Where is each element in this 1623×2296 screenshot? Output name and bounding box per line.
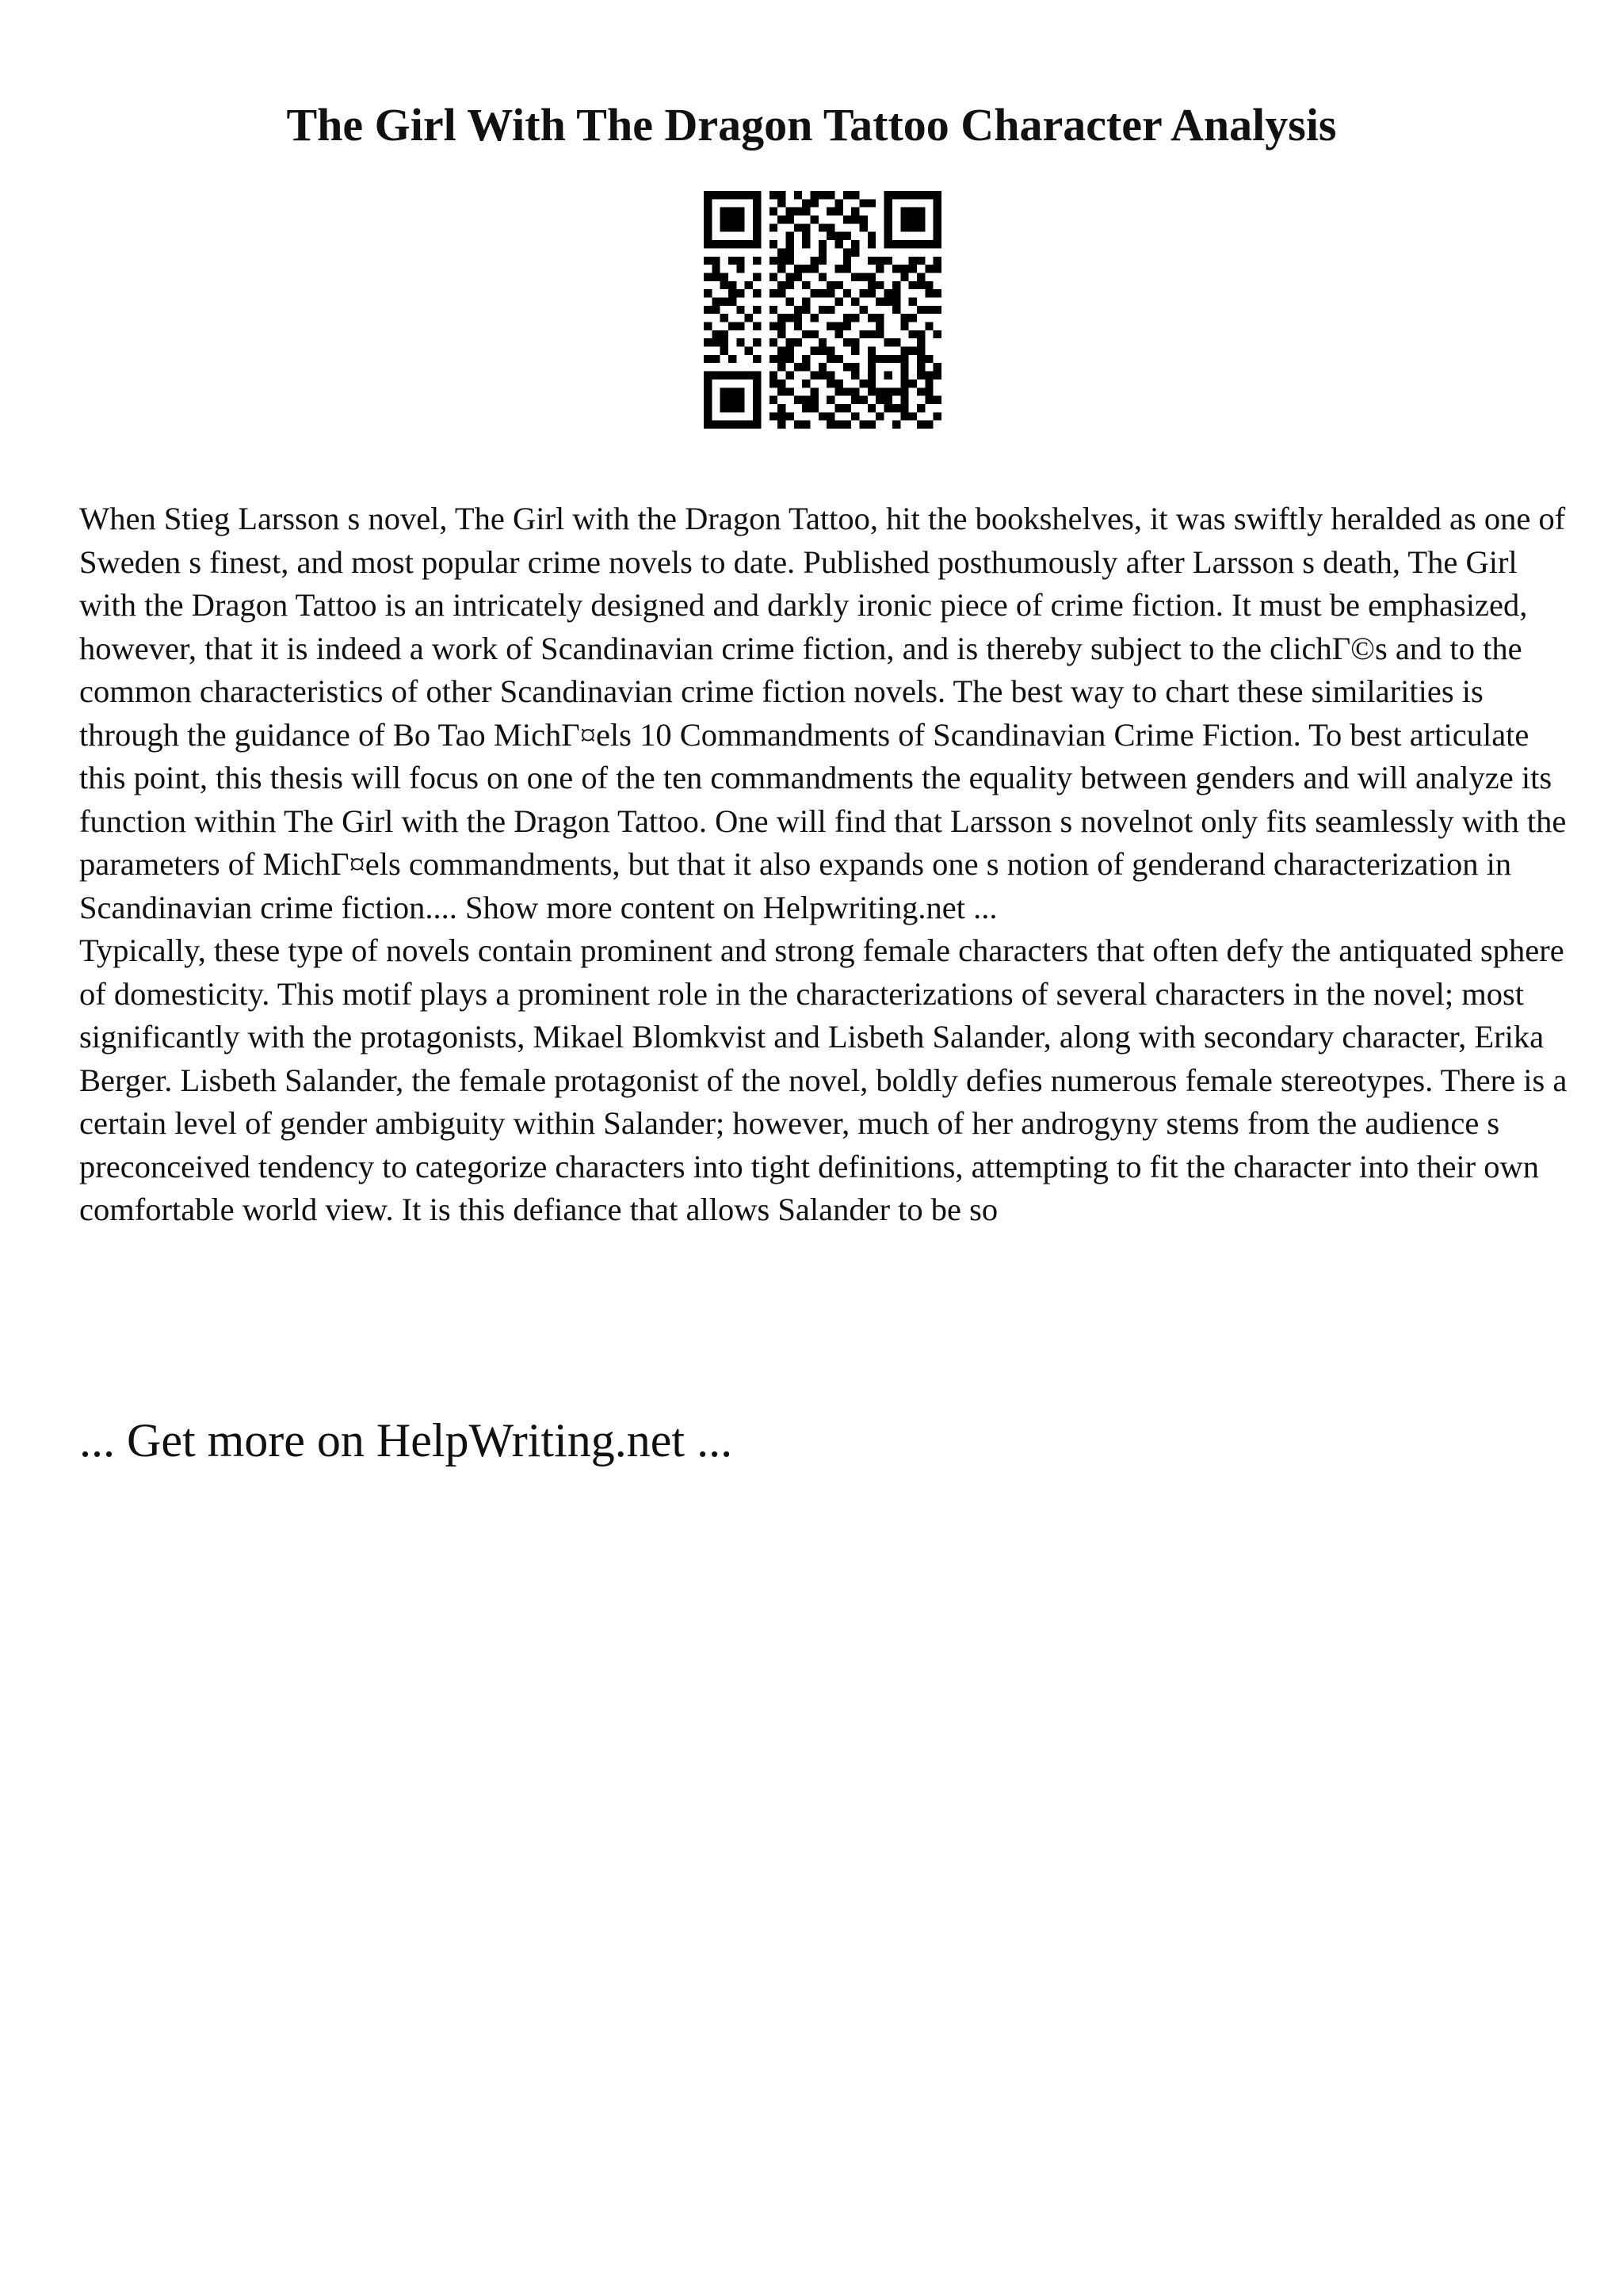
get-more-link[interactable]: ... Get more on HelpWriting.net ...	[79, 1414, 733, 1466]
paragraph-1: When Stieg Larsson s novel, The Girl with the Dragon Tattoo, hit the bookshelves, it was swiftly heralded as one of Sweden s finest, and most popular crime novels to date. Published posthumously after Larsson s death, The Girl with the Dragon Tattoo is an intricately designed and darkly ironic piece of crime fiction. It must be emphasized, however, that it is indeed a work of Scandinavian crime fiction, and is thereby subject to the clichΓ©s and to the common characteristics of other Scandinavian crime fiction novels. The best way to chart these similarities is through the guidance of Bo Tao MichΓ¤els 10 Commandments of Scandinavian Crime Fiction. To best articulate this point, this thesis will focus on one of the ten commandments the equality between genders and will analyze its function within The Girl with the Dragon Tattoo. One will find that Larsson s novelnot only fits seamlessly with the parameters of MichΓ¤els commandments, but that it also expands one s notion of genderand characterization in Scandinavian crime fiction.... Show more content on Helpwriting.net ...	[79, 501, 1567, 925]
qr-code-icon	[704, 189, 941, 431]
paragraph-2: Typically, these type of novels contain prominent and strong female characters that often defy the antiquated sphere of domesticity. This motif plays a prominent role in the characterizations of several characters in the novel; most significantly with the protagonists, Mikael Blomkvist and Lisbeth Salander, along with secondary character, Erika Berger. Lisbeth Salander, the female protagonist of the novel, boldly defies numerous female stereotypes. There is a certain level of gender ambiguity within Salander; however, much of her androgyny stems from the audience s preconceived tendency to categorize characters into tight definitions, attempting to fit the character into their own comfortable world view. It is this defiance that allows Salander to be so	[79, 933, 1568, 1227]
document-title: The Girl With The Dragon Tattoo Character Analysis	[286, 99, 1337, 151]
document-body	[79, 498, 1569, 1232]
